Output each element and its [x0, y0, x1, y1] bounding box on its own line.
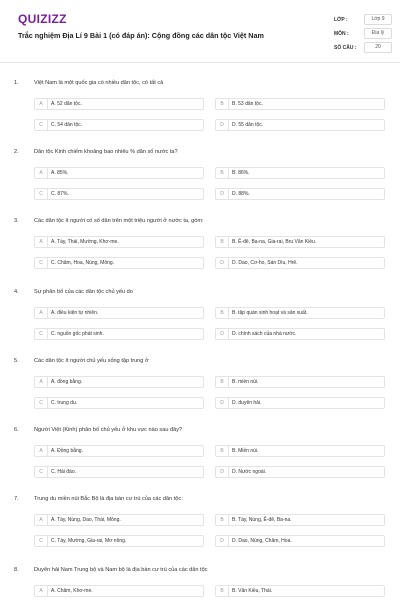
answer-option[interactable] — [34, 535, 204, 547]
option-text: B. 53 dân tộc. — [232, 101, 263, 107]
option-letter-badge: D — [216, 258, 229, 268]
subject-value: Địa lý — [364, 28, 392, 39]
answer-option[interactable] — [215, 445, 385, 457]
question-text: Dân tộc Kinh chiếm khoảng bao nhiêu % dân số nước ta? — [34, 149, 178, 155]
option-letter-badge: C — [35, 398, 48, 408]
answer-option[interactable] — [215, 307, 385, 319]
option-text: A. đồng bằng. — [51, 379, 83, 385]
subject-label: MÔN : — [334, 31, 349, 37]
option-letter-badge: C — [35, 536, 48, 546]
class-value: Lớp 9 — [364, 14, 392, 25]
answer-option[interactable] — [215, 98, 385, 110]
answer-option[interactable] — [34, 397, 204, 409]
quizizz-logo: QUIZIZZ — [18, 12, 67, 26]
option-text: B. Ê-đê, Ba-na, Gia-rai, Bru Vân Kiều. — [232, 239, 317, 245]
answer-option[interactable] — [34, 328, 204, 340]
option-text: A. Đồng bằng. — [51, 448, 83, 454]
option-letter-badge: D — [216, 189, 229, 199]
answer-option[interactable] — [34, 466, 204, 478]
answer-option[interactable] — [215, 535, 385, 547]
class-label: LỚP : — [334, 17, 348, 23]
question-number: 5. — [14, 358, 19, 364]
option-letter-badge: B — [216, 237, 229, 247]
question-number: 2. — [14, 149, 19, 155]
option-letter-badge: C — [35, 189, 48, 199]
option-text: B. Tày, Nùng, Ê-đê, Ba-na. — [232, 517, 292, 523]
answer-option[interactable] — [215, 466, 385, 478]
option-text: D. duyên hải. — [232, 400, 262, 406]
option-text: A. Tày, Thái, Mường, Khơ-me. — [51, 239, 119, 245]
question-number: 1. — [14, 80, 19, 86]
option-letter-badge: B — [216, 99, 229, 109]
option-text: A. 52 dân tộc. — [51, 101, 82, 107]
question-text: Duyên hải Nam Trung bộ và Nam bộ là địa bàn cư trú của các dân tộc — [34, 567, 208, 573]
question-number: 6. — [14, 427, 19, 433]
option-text: C. 87%. — [51, 191, 69, 197]
answer-option[interactable] — [215, 119, 385, 131]
option-letter-badge: C — [35, 120, 48, 130]
question-text: Các dân tộc ít người có số dân trên một triệu người ở nước ta, gồm: — [34, 218, 204, 224]
option-text: D. 88%. — [232, 191, 250, 197]
option-text: C. Hải đảo. — [51, 469, 77, 475]
answer-option[interactable] — [215, 514, 385, 526]
option-letter-badge: D — [216, 329, 229, 339]
option-letter-badge: A — [35, 586, 48, 596]
answer-option[interactable] — [34, 257, 204, 269]
answer-option[interactable] — [215, 328, 385, 340]
option-letter-badge: B — [216, 377, 229, 387]
option-letter-badge: A — [35, 168, 48, 178]
option-letter-badge: A — [35, 515, 48, 525]
answer-option[interactable] — [34, 119, 204, 131]
question-text: Người Việt (Kinh) phân bố chủ yếu ở khu vực nào sau đây? — [34, 427, 183, 433]
option-letter-badge: B — [216, 308, 229, 318]
option-letter-badge: A — [35, 237, 48, 247]
answer-option[interactable] — [215, 236, 385, 248]
question-count-value: 20 — [364, 42, 392, 53]
answer-option[interactable] — [215, 188, 385, 200]
answer-option[interactable] — [34, 98, 204, 110]
answer-option[interactable] — [34, 514, 204, 526]
answer-option[interactable] — [215, 257, 385, 269]
question-number: 8. — [14, 567, 19, 573]
answer-option[interactable] — [34, 376, 204, 388]
option-text: A. 85%. — [51, 170, 69, 176]
answer-option[interactable] — [34, 188, 204, 200]
answer-option[interactable] — [215, 585, 385, 597]
option-text: D. Nước ngoài. — [232, 469, 267, 475]
option-letter-badge: A — [35, 308, 48, 318]
question-count-label: SỐ CÂU : — [334, 45, 357, 51]
option-letter-badge: C — [35, 467, 48, 477]
answer-option[interactable] — [34, 236, 204, 248]
option-text: A. điều kiện tự nhiên. — [51, 310, 99, 316]
option-text: B. Miền núi. — [232, 448, 259, 454]
question-number: 4. — [14, 289, 19, 295]
option-text: B. Vân Kiều, Thái. — [232, 588, 273, 594]
option-letter-badge: D — [216, 120, 229, 130]
answer-option[interactable] — [215, 167, 385, 179]
option-letter-badge: D — [216, 398, 229, 408]
option-letter-badge: A — [35, 377, 48, 387]
option-text: B. miền núi. — [232, 379, 259, 385]
answer-option[interactable] — [34, 445, 204, 457]
option-letter-badge: B — [216, 446, 229, 456]
option-text: D. 55 dân tộc. — [232, 122, 264, 128]
option-text: C. 54 dân tộc. — [51, 122, 83, 128]
option-letter-badge: C — [35, 329, 48, 339]
option-letter-badge: B — [216, 168, 229, 178]
answer-option[interactable] — [215, 397, 385, 409]
answer-option[interactable] — [34, 167, 204, 179]
option-letter-badge: D — [216, 536, 229, 546]
option-text: C. Tày, Mường, Gia-rai, Mơ nông. — [51, 538, 127, 544]
header-divider — [0, 62, 400, 63]
option-text: A. Tày, Nùng, Dao, Thái, Mông. — [51, 517, 121, 523]
question-number: 3. — [14, 218, 19, 224]
option-text: C. trung du. — [51, 400, 78, 406]
option-text: C. Chăm, Hoa, Nùng, Mông. — [51, 260, 115, 266]
option-letter-badge: D — [216, 467, 229, 477]
option-letter-badge: B — [216, 586, 229, 596]
option-letter-badge: A — [35, 446, 48, 456]
answer-option[interactable] — [215, 376, 385, 388]
option-text: A. Chăm, Khơ-me. — [51, 588, 93, 594]
option-text: B. 86%. — [232, 170, 250, 176]
question-text: Các dân tộc ít người chủ yếu sống tập trung ở — [34, 358, 149, 364]
question-text: Sự phân bố của các dân tộc chủ yếu do — [34, 289, 133, 295]
question-number: 7. — [14, 496, 19, 502]
answer-option[interactable] — [34, 307, 204, 319]
option-text: C. nguồn gốc phát sinh. — [51, 331, 104, 337]
option-letter-badge: A — [35, 99, 48, 109]
option-letter-badge: C — [35, 258, 48, 268]
option-text: D. Dao, Cơ-ho, Sán Dìu, Hrê. — [232, 260, 298, 266]
question-text: Trung du miền núi Bắc Bộ là địa bàn cư trú của các dân tộc: — [34, 496, 183, 502]
option-text: D. chính sách của nhà nước. — [232, 331, 297, 337]
option-text: D. Dao, Nùng, Chăm, Hoa. — [232, 538, 292, 544]
option-letter-badge: B — [216, 515, 229, 525]
option-text: B. tập quán sinh hoạt và sản xuất. — [232, 310, 308, 316]
answer-option[interactable] — [34, 585, 204, 597]
question-text: Việt Nam là một quốc gia có nhiều dân tộc, có tất cả — [34, 80, 164, 86]
page-title: Trắc nghiệm Địa Lí 9 Bài 1 (có đáp án): Cộng đồng các dân tộc Việt Nam — [18, 31, 264, 40]
